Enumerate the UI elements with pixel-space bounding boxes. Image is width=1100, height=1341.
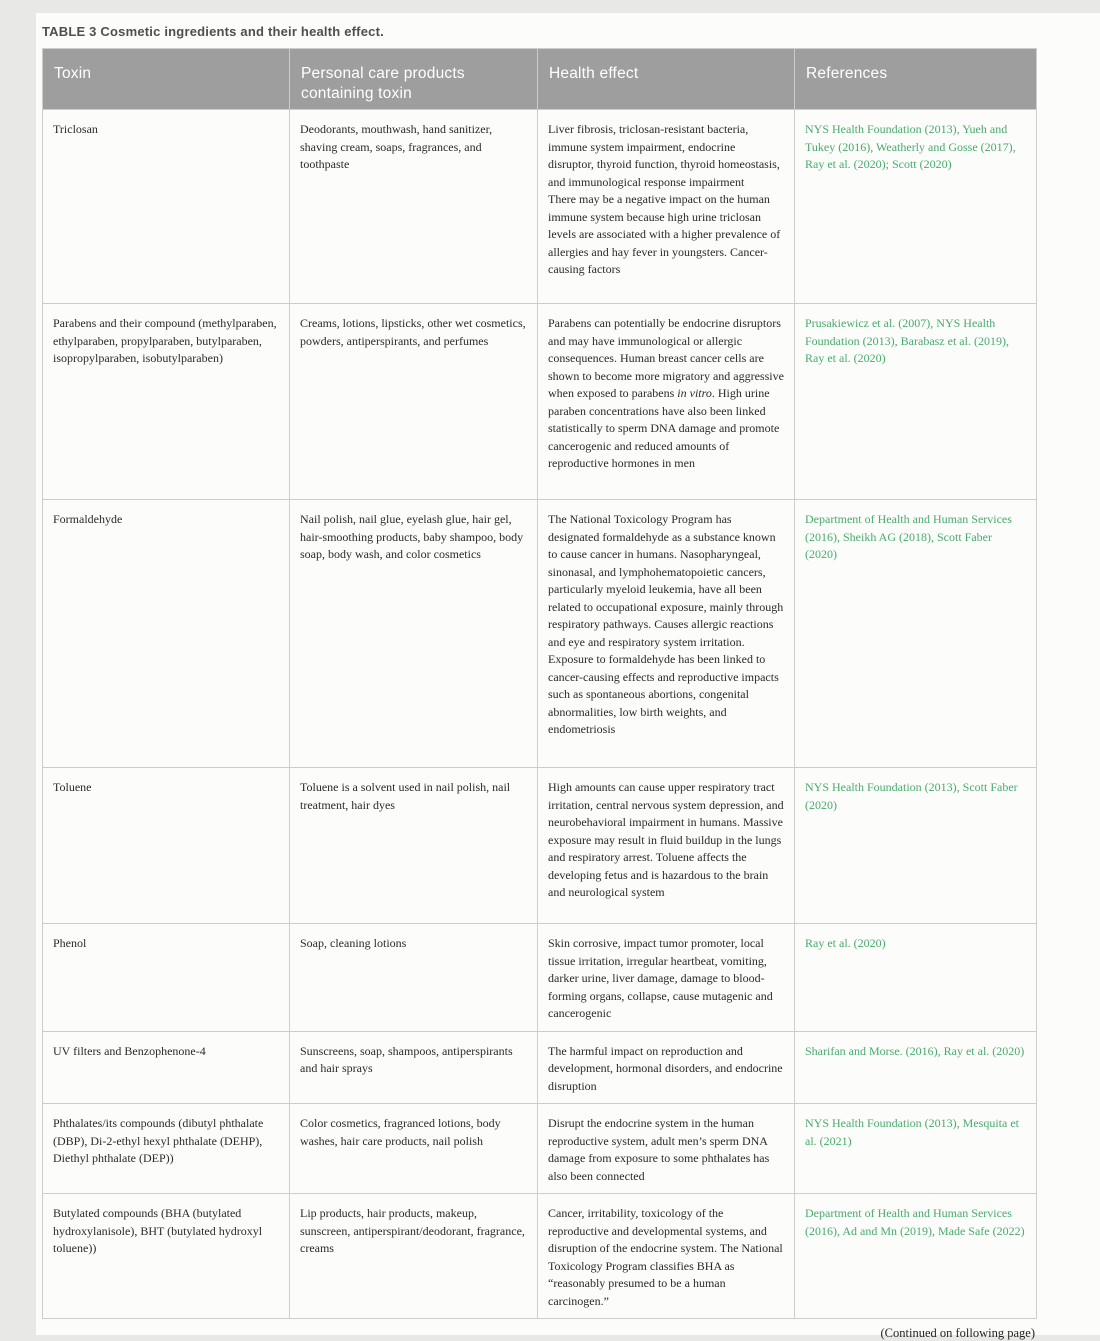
health-effect-cell: Disrupt the endocrine system in the human reproductive system, adult men’s sperm DNA damage from exposure to some phthalates has also been connected — [538, 1103, 795, 1193]
references-cell — [795, 1031, 1036, 1104]
column-header-products: Personal care products containing toxin — [290, 49, 538, 109]
products-cell: Sunscreens, soap, shampoos, antiperspirants and hair sprays — [290, 1031, 538, 1104]
table-row — [43, 1103, 1036, 1193]
column-header-health-effect: Health effect — [538, 49, 795, 109]
references-cell — [795, 499, 1036, 767]
health-effect-cell: Parabens can potentially be endocrine disruptors and may have immunological or allergic consequences. Human breast cancer cells are shown to become more migratory and aggressive when exposed to parabens in vitro. High urine paraben concentrations have also been linked statistically to sperm DNA damage and promote cancerogenic and reduced amounts of reproductive hormones in men — [538, 303, 795, 499]
health-effect-cell: Cancer, irritability, toxicology of the reproductive and developmental systems, and disruption of the endocrine system. The National Toxicology Program classifies BHA as “reasonably presumed to be a human carcinogen.” — [538, 1193, 795, 1318]
table-row — [43, 303, 1036, 499]
health-effect-cell: The harmful impact on reproduction and development, hormonal disorders, and endocrine disruption — [538, 1031, 795, 1104]
citation-links[interactable]: NYS Health Foundation (2013), Mesquita et al. (2021) — [805, 1116, 1019, 1148]
table-row — [43, 109, 1036, 303]
toxin-cell: UV filters and Benzophenone-4 — [43, 1031, 290, 1104]
table-body — [43, 109, 1036, 1318]
products-cell: Toluene is a solvent used in nail polish, nail treatment, hair dyes — [290, 767, 538, 923]
table-row — [43, 499, 1036, 767]
toxin-cell: Phthalates/its compounds (dibutyl phthalate (DBP), Di-2-ethyl hexyl phthalate (DEHP), Diethyl phthalate (DEP)) — [43, 1103, 290, 1193]
table-row — [43, 1031, 1036, 1104]
products-cell: Color cosmetics, fragranced lotions, body washes, hair care products, nail polish — [290, 1103, 538, 1193]
continued-note: (Continued on following page) — [880, 1326, 1035, 1340]
toxin-cell: Formaldehyde — [43, 499, 290, 767]
table-row — [43, 923, 1036, 1031]
column-header-references: References — [795, 49, 1036, 109]
products-cell: Nail polish, nail glue, eyelash glue, hair gel, hair-smoothing products, baby shampoo, body soap, body wash, and color cosmetics — [290, 499, 538, 767]
products-cell: Soap, cleaning lotions — [290, 923, 538, 1031]
toxin-cell: Parabens and their compound (methylparaben, ethylparaben, propylparaben, butylparaben, isopropylparaben, isobutylparaben) — [43, 303, 290, 499]
table-header — [43, 49, 1036, 109]
table-title: TABLE 3 Cosmetic ingredients and their health effect. — [42, 24, 384, 39]
references-cell — [795, 923, 1036, 1031]
table-row — [43, 767, 1036, 923]
toxin-cell: Triclosan — [43, 109, 290, 303]
citation-links[interactable]: Prusakiewicz et al. (2007), NYS Health Foundation (2013), Barabasz et al. (2019), Ray et al. (2020) — [805, 316, 1009, 365]
ingredients-table — [42, 48, 1037, 1319]
page-sheet — [36, 13, 1100, 1340]
health-effect-cell: Skin corrosive, impact tumor promoter, local tissue irritation, irregular heartbeat, vomiting, darker urine, liver damage, damage to blood-forming organs, collapse, cause mutagenic and cancerogenic — [538, 923, 795, 1031]
references-cell — [795, 1103, 1036, 1193]
products-cell: Deodorants, mouthwash, hand sanitizer, shaving cream, soaps, fragrances, and toothpaste — [290, 109, 538, 303]
citation-links[interactable]: Ray et al. (2020) — [805, 936, 886, 950]
citation-links[interactable]: NYS Health Foundation (2013), Scott Faber (2020) — [805, 780, 1018, 812]
citation-links[interactable]: Sharifan and Morse. (2016), Ray et al. (2020) — [805, 1043, 1025, 1058]
column-header-toxin: Toxin — [43, 49, 290, 109]
references-cell — [795, 767, 1036, 923]
citation-links[interactable]: NYS Health Foundation (2013), Yueh and Tukey (2016), Weatherly and Gosse (2017), Ray et al. (2020); Scott (2020) — [805, 122, 1016, 171]
health-effect-cell: High amounts can cause upper respiratory tract irritation, central nervous system depression, and neurobehavioral impairment in humans. Massive exposure may result in fluid buildup in the lungs and respiratory arrest. Toluene affects the developing fetus and is hazardous to the brain and neurological system — [538, 767, 795, 923]
products-cell: Lip products, hair products, makeup, sunscreen, antiperspirant/deodorant, fragrance, creams — [290, 1193, 538, 1318]
health-effect-cell: The National Toxicology Program has designated formaldehyde as a substance known to cause cancer in humans. Nasopharyngeal, sinonasal, and lymphohematopoietic cancers, particularly myeloid leukemia, have all been related to occupational exposure, mainly through respiratory pathways. Causes allergic reactions and eye and respiratory system irritation. Exposure to formaldehyde has been linked to cancer-causing effects and reproductive impacts such as spontaneous abortions, congenital abnormalities, low birth weights, and endometriosis — [538, 499, 795, 767]
references-cell — [795, 303, 1036, 499]
toxin-cell: Toluene — [43, 767, 290, 923]
citation-links[interactable]: Department of Health and Human Services (2016), Sheikh AG (2018), Scott Faber (2020) — [805, 512, 1012, 561]
toxin-cell: Butylated compounds (BHA (butylated hydroxylanisole), BHT (butylated hydroxyl toluene)) — [43, 1193, 290, 1318]
table-row — [43, 1193, 1036, 1318]
products-cell: Creams, lotions, lipsticks, other wet cosmetics, powders, antiperspirants, and perfumes — [290, 303, 538, 499]
health-effect-cell: Liver fibrosis, triclosan-resistant bacteria, immune system impairment, endocrine disruptor, thyroid function, thyroid homeostasis, and immunological response impairment There may be a negative impact on the human immune system because high urine triclosan levels are associated with a higher prevalence of allergies and hay fever in youngsters. Cancer-causing factors — [538, 109, 795, 303]
header-row — [43, 49, 1036, 109]
toxin-cell: Phenol — [43, 923, 290, 1031]
references-cell — [795, 109, 1036, 303]
references-cell — [795, 1193, 1036, 1318]
citation-links[interactable]: Department of Health and Human Services (2016), Ad and Mn (2019), Made Safe (2022) — [805, 1206, 1025, 1238]
